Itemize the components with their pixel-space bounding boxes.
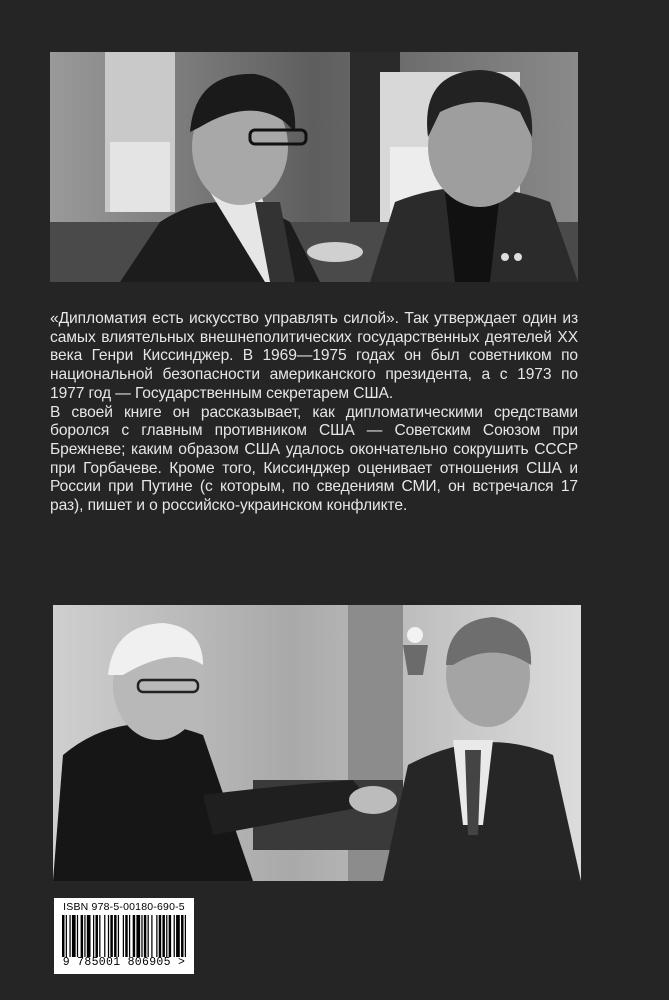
barcode-bar <box>156 915 157 957</box>
barcode-bar <box>69 915 70 957</box>
barcode-bar <box>174 915 175 957</box>
barcode-bars <box>62 915 186 957</box>
barcode-bar <box>99 915 100 957</box>
barcode-bar <box>169 915 171 957</box>
isbn-label: ISBN 978-5-00180-690-5 <box>63 901 185 913</box>
barcode-bar <box>66 915 67 957</box>
isbn-barcode <box>54 898 194 974</box>
barcode-bar <box>95 915 97 957</box>
barcode-bar <box>136 915 140 957</box>
barcode-bar <box>129 915 130 957</box>
barcode-bar <box>181 915 183 957</box>
barcode-bar <box>166 915 167 957</box>
barcode-bar <box>141 915 142 957</box>
barcode-bar <box>176 915 180 957</box>
blurb-paragraph-1: «Дипломатия есть искусство управлять силой». Так утверждает один из самых влиятельных внешнеполитических государственных деятелей XX века Генри Киссинджер. В 1969—1975 годах он был советником по национальной безопасности американского президента, а с 1973 по 1977 год — Государственным секретарем США. <box>50 310 578 402</box>
barcode-bar <box>72 915 76 957</box>
barcode-bar <box>77 915 78 957</box>
barcode-bar <box>87 915 91 957</box>
barcode-bar <box>159 915 161 957</box>
blurb-text <box>50 310 578 516</box>
barcode-bar <box>114 915 116 957</box>
barcode-bar <box>133 915 135 957</box>
barcode-bar <box>108 915 109 957</box>
barcode-bar <box>162 915 164 957</box>
barcode-bar <box>151 915 152 957</box>
barcode-bar <box>125 915 127 957</box>
barcode-bar <box>93 915 94 957</box>
barcode-bar <box>62 915 64 957</box>
barcode-bar <box>148 915 149 957</box>
barcode-bar <box>84 915 85 957</box>
photo-top <box>50 52 578 282</box>
photo-bottom <box>53 605 581 881</box>
barcode-bar <box>81 915 83 957</box>
barcode-bar <box>123 915 124 957</box>
barcode-bar <box>144 915 146 957</box>
barcode-bar <box>118 915 119 957</box>
barcode-bar <box>185 915 186 957</box>
barcode-bar <box>104 915 105 957</box>
barcode-bar <box>110 915 112 957</box>
photo-top-image <box>50 52 578 282</box>
photo-bottom-image <box>53 605 581 881</box>
blurb-paragraph-2: В своей книге он рассказывает, как дипломатическими средствами боролся с главным противником США — Советским Союзом при Брежневе; каким образом США удалось окончательно сокрушить СССР при Горбачеве. Кроме того, Киссинджер оценивает отношения США и России при Путине (с которым, по сведениям СМИ, он встречался 17 раз), пишет и о российско-украинском конфликте. <box>50 403 578 515</box>
barcode-digits: 9 785001 806905 > <box>62 956 186 969</box>
